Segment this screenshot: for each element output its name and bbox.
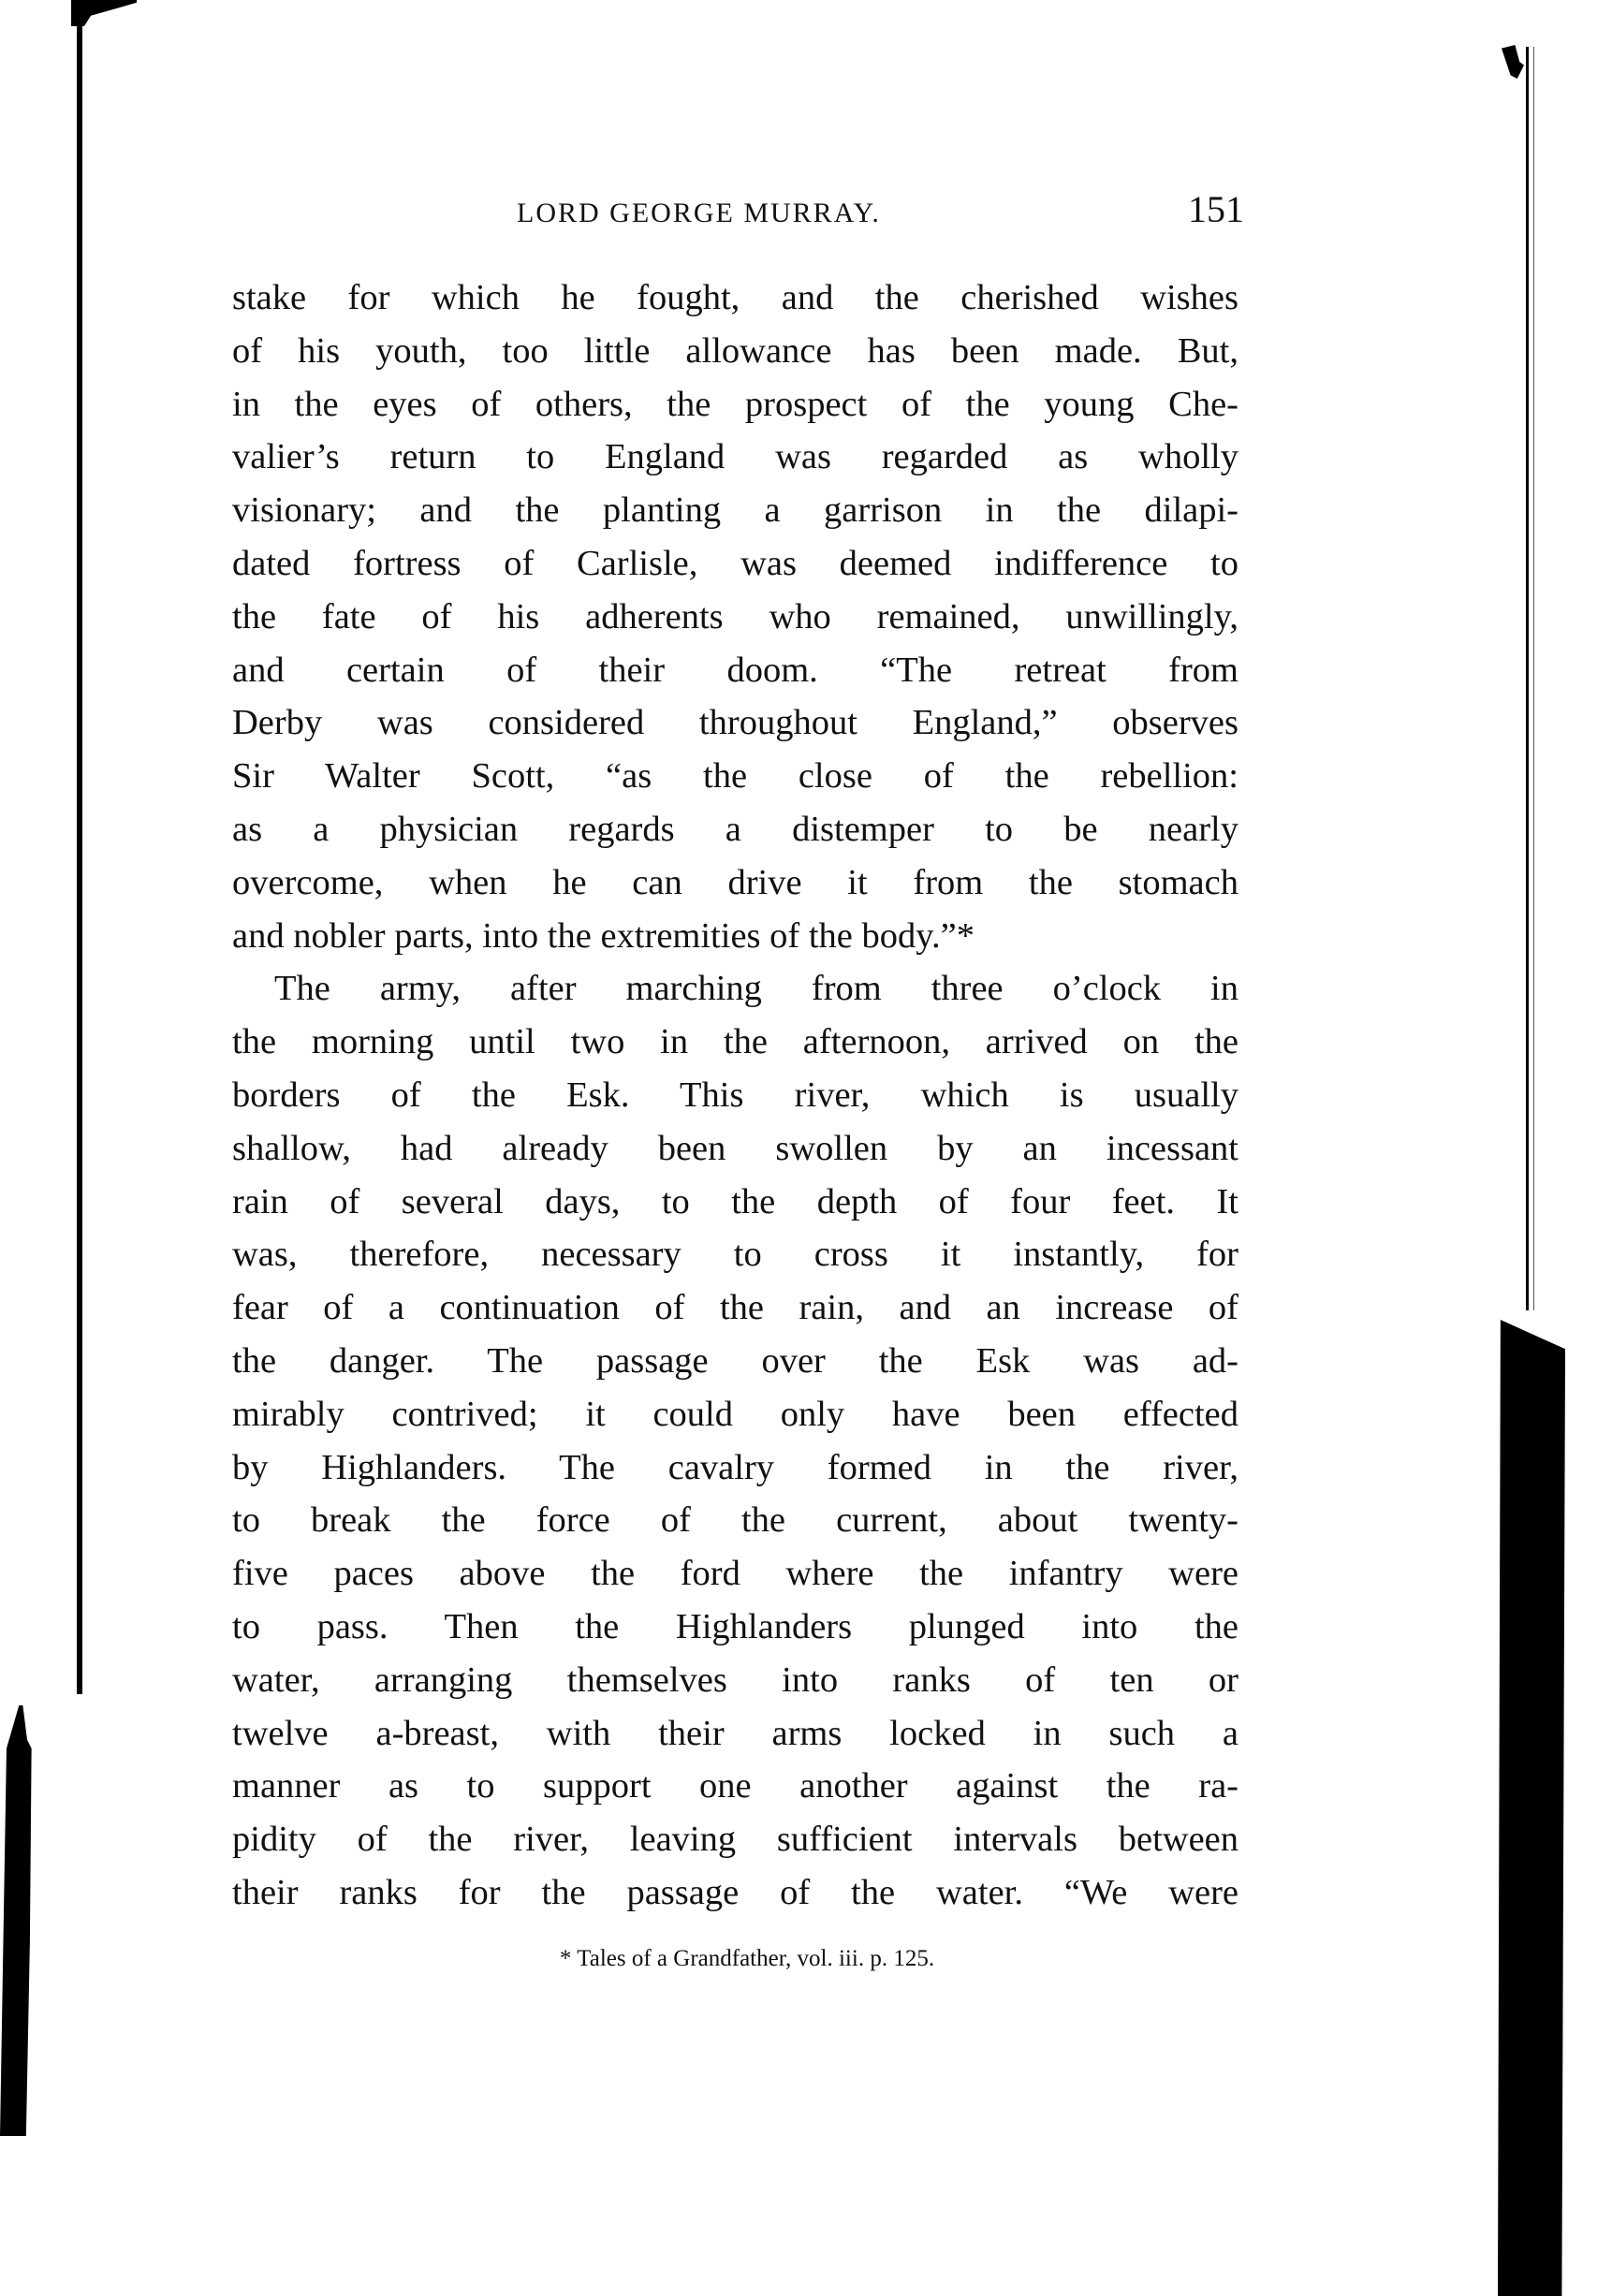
- text-line: the morning until two in the afternoon, arrived on the: [232, 1022, 1238, 1062]
- scan-edge-artifact: [1498, 1320, 1565, 2296]
- text-line: twelve a-breast, with their arms locked in such a: [232, 1713, 1238, 1753]
- text-line: the danger. The passage over the Esk was ad-: [232, 1340, 1238, 1381]
- scan-edge-artifact: [77, 0, 82, 1694]
- text-line: dated fortress of Carlisle, was deemed indifference to: [232, 543, 1238, 583]
- text-line: their ranks for the passage of the water. “We were: [232, 1872, 1238, 1912]
- paragraphs: [232, 271, 1238, 1920]
- text-line: borders of the Esk. This river, which is usually: [232, 1075, 1238, 1115]
- running-head: [232, 187, 1244, 243]
- scan-edge-artifact: [1526, 47, 1529, 1310]
- text-line: shallow, had already been swollen by an incessant: [232, 1128, 1238, 1168]
- text-line: manner as to support one another against the ra-: [232, 1766, 1238, 1806]
- page-number: 151: [1188, 188, 1244, 230]
- text-line: in the eyes of others, the prospect of the young Che-: [232, 384, 1238, 424]
- scan-edge-artifact: [1502, 45, 1524, 79]
- text-line: the fate of his adherents who remained, unwillingly,: [232, 596, 1238, 636]
- scan-edge-artifact: [1533, 47, 1534, 1310]
- paragraph: [232, 271, 1238, 962]
- text-line: pidity of the river, leaving sufficient intervals between: [232, 1820, 1238, 1860]
- text-line: by Highlanders. The cavalry formed in the river,: [232, 1447, 1238, 1487]
- text-line: to break the force of the current, about twenty-: [232, 1500, 1238, 1541]
- text-line: overcome, when he can drive it from the stomach: [232, 862, 1238, 902]
- text-line: and nobler parts, into the extremities of the body.”*: [232, 915, 975, 956]
- text-line: was, therefore, necessary to cross it instantly, for: [232, 1235, 1238, 1275]
- scan-edge-artifact: [0, 1705, 54, 2136]
- text-line: water, arranging themselves into ranks of ten or: [232, 1660, 1238, 1700]
- text-line: to pass. Then the Highlanders plunged into the: [232, 1606, 1238, 1646]
- body-text: [232, 271, 1238, 1920]
- paragraph: [232, 962, 1238, 1919]
- text-line: of his youth, too little allowance has been made. But,: [232, 330, 1238, 371]
- text-line: Derby was considered throughout England,” observes: [232, 703, 1238, 743]
- text-line: stake for which he fought, and the cherished wishes: [232, 278, 1238, 317]
- text-line: rain of several days, to the depth of four feet. It: [232, 1181, 1238, 1221]
- text-line: visionary; and the planting a garrison in the dilapi-: [232, 490, 1238, 531]
- footnote: * Tales of a Grandfather, vol. iii. p. 125.: [559, 1945, 935, 1971]
- text-line: fear of a continuation of the rain, and an increase of: [232, 1288, 1238, 1328]
- book-page: [232, 187, 1244, 1972]
- text-line: The army, after marching from three o’clock in: [274, 969, 1238, 1009]
- running-head-title: LORD GEORGE MURRAY.: [517, 197, 881, 228]
- text-line: Sir Walter Scott, “as the close of the rebellion:: [232, 756, 1238, 797]
- text-line: as a physician regards a distemper to be nearly: [232, 809, 1238, 849]
- text-line: and certain of their doom. “The retreat from: [232, 650, 1238, 690]
- text-line: five paces above the ford where the infantry were: [232, 1554, 1238, 1594]
- text-line: mirably contrived; it could only have been effected: [232, 1394, 1238, 1434]
- text-line: valier’s return to England was regarded as wholly: [232, 437, 1238, 477]
